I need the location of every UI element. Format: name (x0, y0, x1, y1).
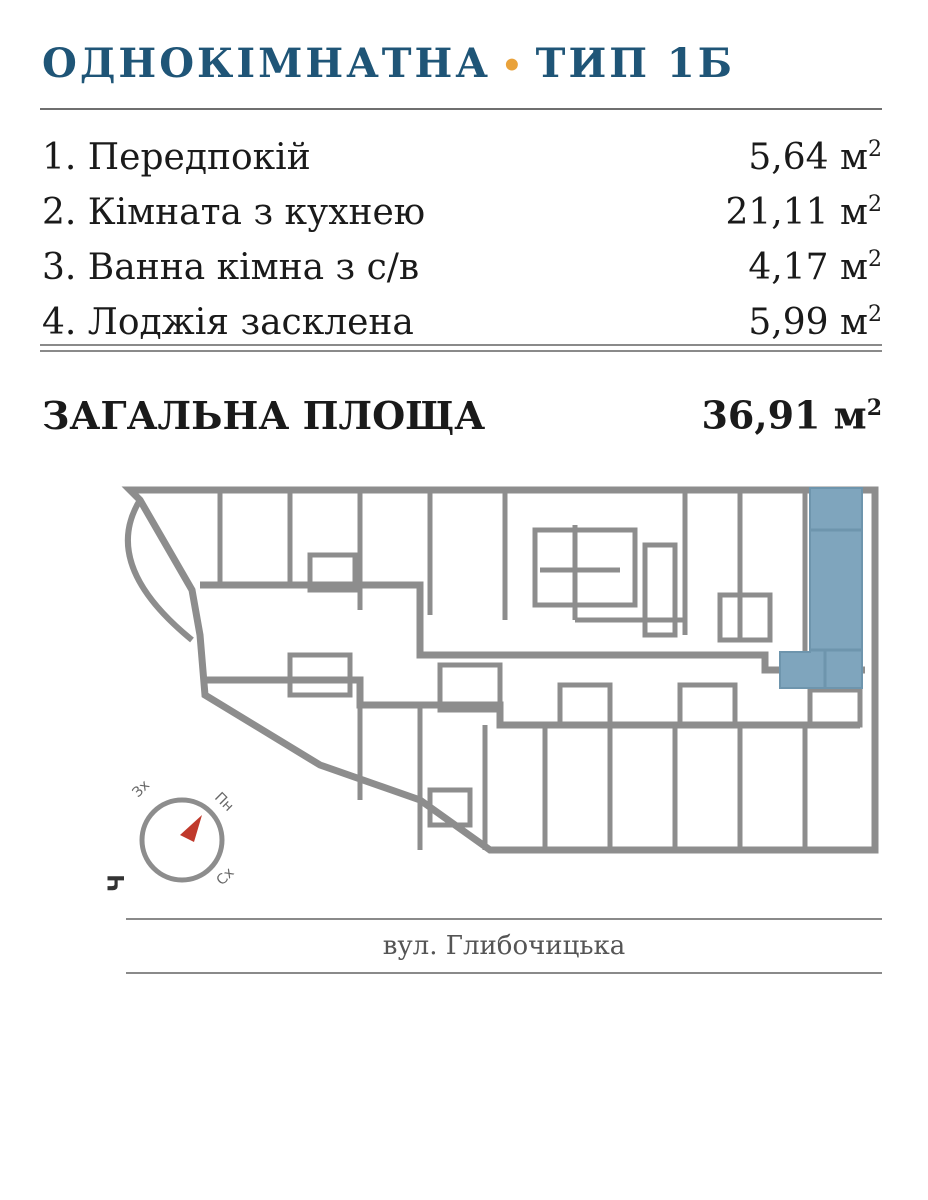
room-area: 4,17 $м^2$ (748, 247, 882, 288)
title-type-name: ОДНОКІМНАТНА (42, 40, 491, 87)
room-area: 21,11 $м^2$ (725, 192, 882, 233)
compass-north: Пн (211, 789, 237, 815)
highlighted-apartment (780, 488, 862, 688)
total-area-row (42, 382, 882, 442)
street-divider-lower (126, 972, 882, 974)
compass-circle (142, 800, 222, 880)
room-label: 2. Кімната з кухнею (42, 192, 426, 233)
total-divider-upper (40, 344, 882, 346)
compass-east: Сх (213, 864, 238, 889)
floor-plan (105, 470, 890, 910)
street-name: вул. Глибочицька (382, 931, 626, 961)
room-row (42, 289, 882, 344)
title-type-code: ТИП 1Б (535, 40, 735, 87)
apartment-title (42, 40, 735, 87)
compass-west: Зх (129, 777, 154, 801)
total-area: 36,91 $м^2$ (701, 392, 882, 438)
room-area: 5,64 $м^2$ (748, 137, 882, 178)
compass (105, 777, 238, 892)
street-divider-upper (126, 918, 882, 920)
room-label: 1. Передпокій (42, 137, 311, 178)
total-divider-lower (40, 350, 882, 352)
room-label: 4. Лоджія засклена (42, 302, 414, 343)
room-row (42, 124, 882, 179)
top-divider (40, 108, 882, 110)
room-area: 5,99 $м^2$ (748, 302, 882, 343)
floor-mark: Ч (105, 874, 130, 892)
total-label: ЗАГАЛЬНА ПЛОЩА (42, 392, 486, 438)
room-row (42, 179, 882, 234)
room-row (42, 234, 882, 289)
corridor-wall (205, 680, 860, 725)
title-separator: • (500, 46, 526, 86)
room-label: 3. Ванна кімна з с/в (42, 247, 420, 288)
room-list (42, 124, 882, 344)
